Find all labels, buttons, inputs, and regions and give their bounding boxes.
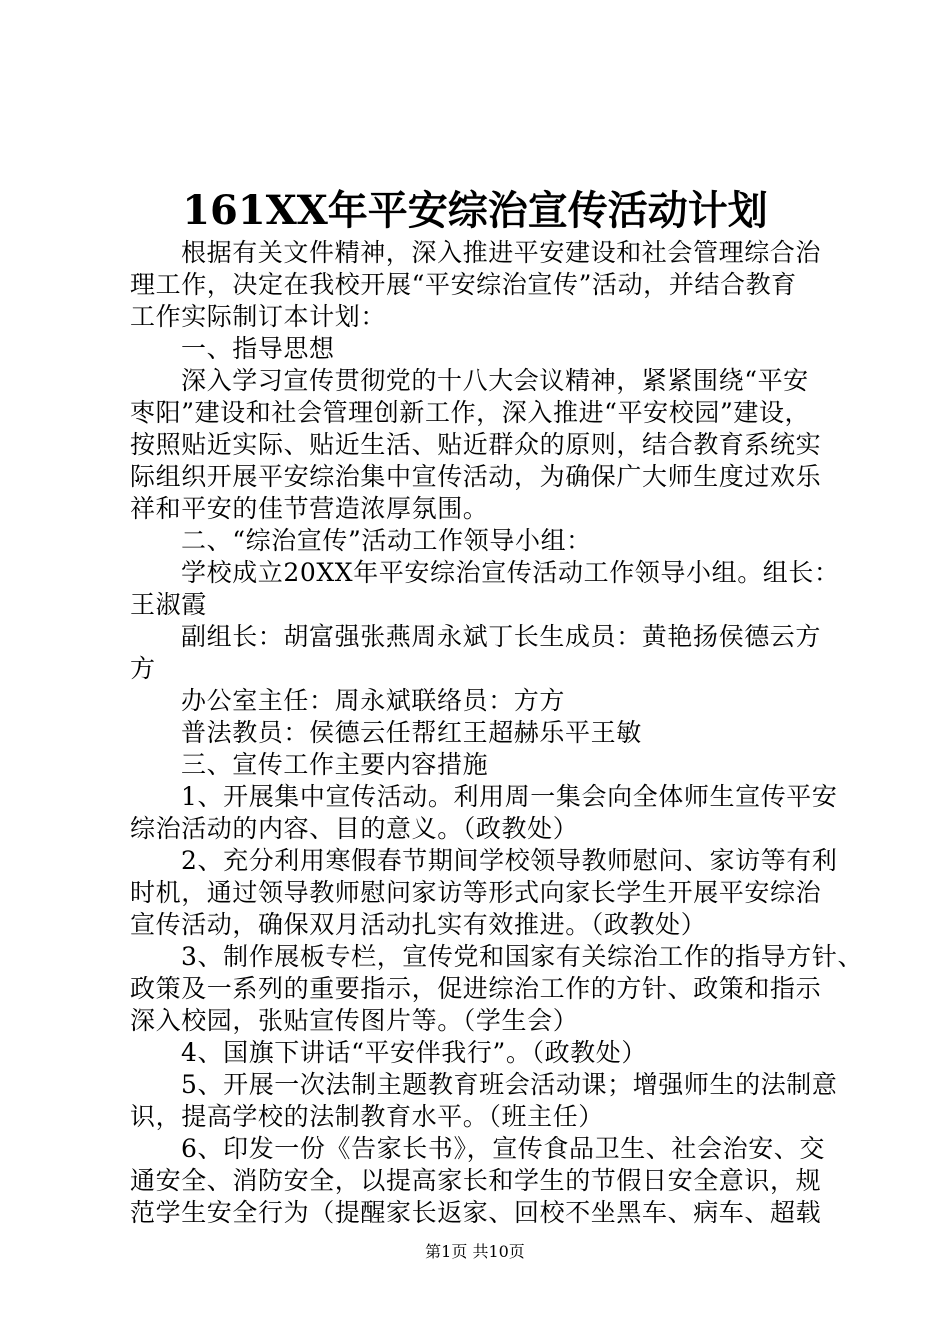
body-line: 通安全、消防安全，以提高家长和学生的节假日安全意识，规 (130, 1166, 822, 1195)
body-line: 王淑霞 (130, 590, 207, 619)
page-footer: 第1页 共10页 (425, 1242, 525, 1261)
body-line: 办公室主任：周永斌联络员：方方 (181, 686, 566, 715)
body-line: 1、开展集中宣传活动。利用周一集会向全体师生宣传平安 (181, 782, 838, 811)
body-line: 综治活动的内容、目的意义。（政教处） (130, 814, 579, 843)
body-line: 际组织开展平安综治集中宣传活动，为确保广大师生度过欢乐 (130, 462, 822, 491)
body-line: 按照贴近实际、贴近生活、贴近群众的原则，结合教育系统实 (130, 430, 822, 459)
body-line: 二、“综治宣传”活动工作领导小组： (181, 526, 592, 555)
body-line: 深入学习宣传贯彻党的十八大会议精神，紧紧围绕“平安 (181, 366, 809, 395)
body-line: 6、印发一份《告家长书》，宣传食品卫生、社会治安、交 (181, 1134, 826, 1163)
body-line: 祥和平安的佳节营造浓厚氛围。 (130, 494, 489, 523)
body-line: 一、指导思想 (181, 334, 335, 363)
body-line: 普法教员：侯德云任帮红王超赫乐平王敏 (181, 718, 642, 747)
body-line: 范学生安全行为（提醒家长返家、回校不坐黑车、病车、超载 (130, 1198, 822, 1227)
body-line: 4、国旗下讲话“平安伴我行”。（政教处） (181, 1038, 647, 1067)
body-line: 时机，通过领导教师慰问家访等形式向家长学生开展平安综治 (130, 878, 822, 907)
body-line: 工作实际制订本计划： (130, 302, 387, 331)
body-line: 5、开展一次法制主题教育班会活动课；增强师生的法制意 (181, 1070, 838, 1099)
body-line: 宣传活动，确保双月活动扎实有效推进。（政教处） (130, 910, 707, 939)
body-line: 识，提高学校的法制教育水平。（班主任） (130, 1102, 604, 1131)
document-body (130, 237, 864, 1229)
body-line: 深入校园，张贴宣传图片等。（学生会） (130, 1006, 579, 1035)
body-line: 学校成立20XX年平安综治宣传活动工作领导小组。组长： (181, 558, 840, 587)
body-line: 副组长：胡富强张燕周永斌丁长生成员：黄艳扬侯德云方 (181, 622, 822, 651)
body-line: 三、宣传工作主要内容措施 (181, 750, 489, 779)
body-line: 政策及一系列的重要指示，促进综治工作的方针、政策和指示 (130, 974, 822, 1003)
document-title: 161XX年平安综治宣传活动计划 (182, 187, 768, 234)
body-line: 3、制作展板专栏，宣传党和国家有关综治工作的指导方针、 (181, 942, 864, 971)
body-line: 方 (130, 654, 156, 683)
body-line: 2、充分利用寒假春节期间学校领导教师慰问、家访等有利 (181, 846, 838, 875)
body-line: 根据有关文件精神，深入推进平安建设和社会管理综合治 (181, 238, 822, 267)
body-line: 枣阳”建设和社会管理创新工作，深入推进“平安校园”建设， (130, 398, 811, 427)
body-line: 理工作，决定在我校开展“平安综治宣传”活动，并结合教育 (130, 270, 797, 299)
